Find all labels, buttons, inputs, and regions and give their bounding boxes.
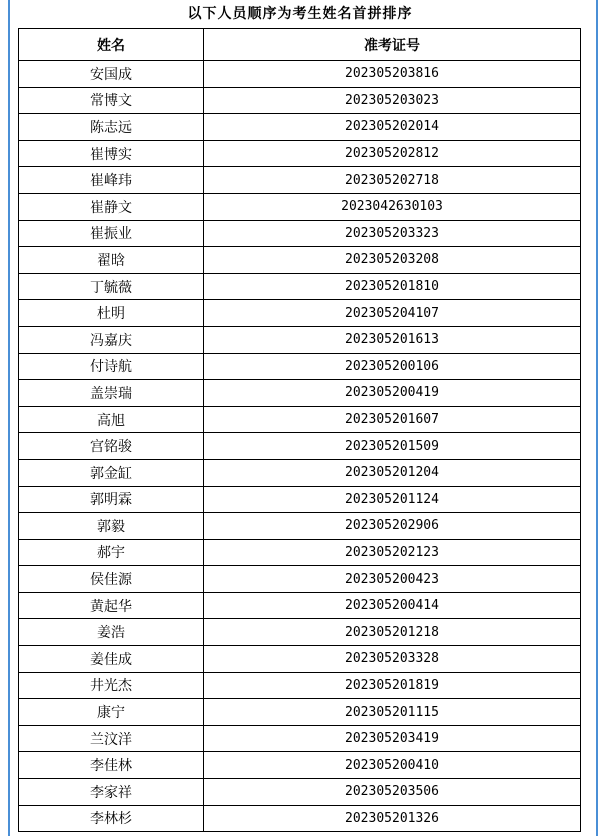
table-row (19, 433, 581, 460)
exam-id-cell: 202305201810 (204, 273, 581, 300)
exam-id-cell: 202305200419 (204, 380, 581, 407)
table-row (19, 752, 581, 779)
exam-id-cell: 202305203816 (204, 61, 581, 88)
table-row (19, 114, 581, 141)
table-caption: 以下人员顺序为考生姓名首拼排序 (187, 6, 413, 22)
candidate-name-cell: 井光杰 (19, 672, 204, 699)
candidate-name-cell: 盖崇瑞 (19, 380, 204, 407)
header-row (19, 29, 581, 61)
candidate-name-cell: 丁毓薇 (19, 273, 204, 300)
exam-id-cell: 202305202906 (204, 513, 581, 540)
table-row (19, 459, 581, 486)
exam-id-cell: 202305203323 (204, 220, 581, 247)
exam-id-cell: 202305200423 (204, 566, 581, 593)
table-row (19, 486, 581, 513)
exam-id-cell: 202305200414 (204, 592, 581, 619)
exam-id-cell: 202305202014 (204, 114, 581, 141)
candidate-name-cell: 常博文 (19, 87, 204, 114)
candidate-name-cell: 郭明霖 (19, 486, 204, 513)
column-header-name: 姓名 (19, 29, 204, 61)
exam-id-cell: 2023042630103 (204, 193, 581, 220)
table-row (19, 699, 581, 726)
table-row (19, 539, 581, 566)
exam-id-cell: 202305201613 (204, 326, 581, 353)
table-row (19, 220, 581, 247)
table-body (19, 61, 581, 832)
exam-id-cell: 202305201124 (204, 486, 581, 513)
candidate-name-cell: 宫铭骏 (19, 433, 204, 460)
candidate-name-cell: 侯佳源 (19, 566, 204, 593)
table-row (19, 779, 581, 806)
candidate-name-cell: 崔峰玮 (19, 167, 204, 194)
table-row (19, 725, 581, 752)
candidate-name-cell: 姜佳成 (19, 646, 204, 673)
exam-id-cell: 202305203023 (204, 87, 581, 114)
candidate-name-cell: 付诗航 (19, 353, 204, 380)
table-row (19, 193, 581, 220)
table-row (19, 805, 581, 832)
candidate-name-cell: 崔静文 (19, 193, 204, 220)
candidate-name-cell: 李林杉 (19, 805, 204, 832)
table-row (19, 592, 581, 619)
candidate-name-cell: 冯嘉庆 (19, 326, 204, 353)
table-row (19, 566, 581, 593)
table-row (19, 646, 581, 673)
candidate-name-cell: 姜浩 (19, 619, 204, 646)
table-row (19, 353, 581, 380)
candidate-name-cell: 崔博实 (19, 140, 204, 167)
exam-id-cell: 202305202718 (204, 167, 581, 194)
table-row (19, 247, 581, 274)
exam-id-cell: 202305201509 (204, 433, 581, 460)
exam-id-cell: 202305203208 (204, 247, 581, 274)
table-row (19, 406, 581, 433)
column-header-exam-id: 准考证号 (204, 29, 581, 61)
table-row (19, 167, 581, 194)
exam-id-cell: 202305203419 (204, 725, 581, 752)
candidate-name-cell: 李佳林 (19, 752, 204, 779)
exam-id-cell: 202305201204 (204, 459, 581, 486)
table-row (19, 326, 581, 353)
candidate-name-cell: 郝宇 (19, 539, 204, 566)
candidate-name-cell: 兰汶洋 (19, 725, 204, 752)
exam-id-cell: 202305201607 (204, 406, 581, 433)
candidate-name-cell: 安国成 (19, 61, 204, 88)
candidate-name-cell: 翟晗 (19, 247, 204, 274)
right-frame-border (596, 0, 598, 836)
candidate-name-cell: 郭毅 (19, 513, 204, 540)
candidate-name-cell: 李家祥 (19, 779, 204, 806)
table-row (19, 273, 581, 300)
candidate-name-cell: 康宁 (19, 699, 204, 726)
candidate-name-cell: 高旭 (19, 406, 204, 433)
exam-id-cell: 202305201218 (204, 619, 581, 646)
table-row (19, 87, 581, 114)
table-row (19, 380, 581, 407)
exam-id-cell: 202305201819 (204, 672, 581, 699)
exam-id-cell: 202305202812 (204, 140, 581, 167)
table-row (19, 300, 581, 327)
table-row (19, 619, 581, 646)
candidate-name-cell: 杜明 (19, 300, 204, 327)
candidate-name-cell: 郭金缸 (19, 459, 204, 486)
candidate-name-cell: 黄起华 (19, 592, 204, 619)
exam-id-cell: 202305200410 (204, 752, 581, 779)
exam-id-cell: 202305203506 (204, 779, 581, 806)
exam-id-cell: 202305203328 (204, 646, 581, 673)
exam-id-cell: 202305201326 (204, 805, 581, 832)
candidate-table (18, 28, 581, 832)
table-row (19, 513, 581, 540)
exam-id-cell: 202305202123 (204, 539, 581, 566)
candidate-name-cell: 陈志远 (19, 114, 204, 141)
table-row (19, 61, 581, 88)
exam-id-cell: 202305200106 (204, 353, 581, 380)
table-row (19, 140, 581, 167)
candidate-name-cell: 崔振业 (19, 220, 204, 247)
exam-id-cell: 202305201115 (204, 699, 581, 726)
left-frame-border (8, 0, 10, 836)
exam-id-cell: 202305204107 (204, 300, 581, 327)
table-row (19, 672, 581, 699)
